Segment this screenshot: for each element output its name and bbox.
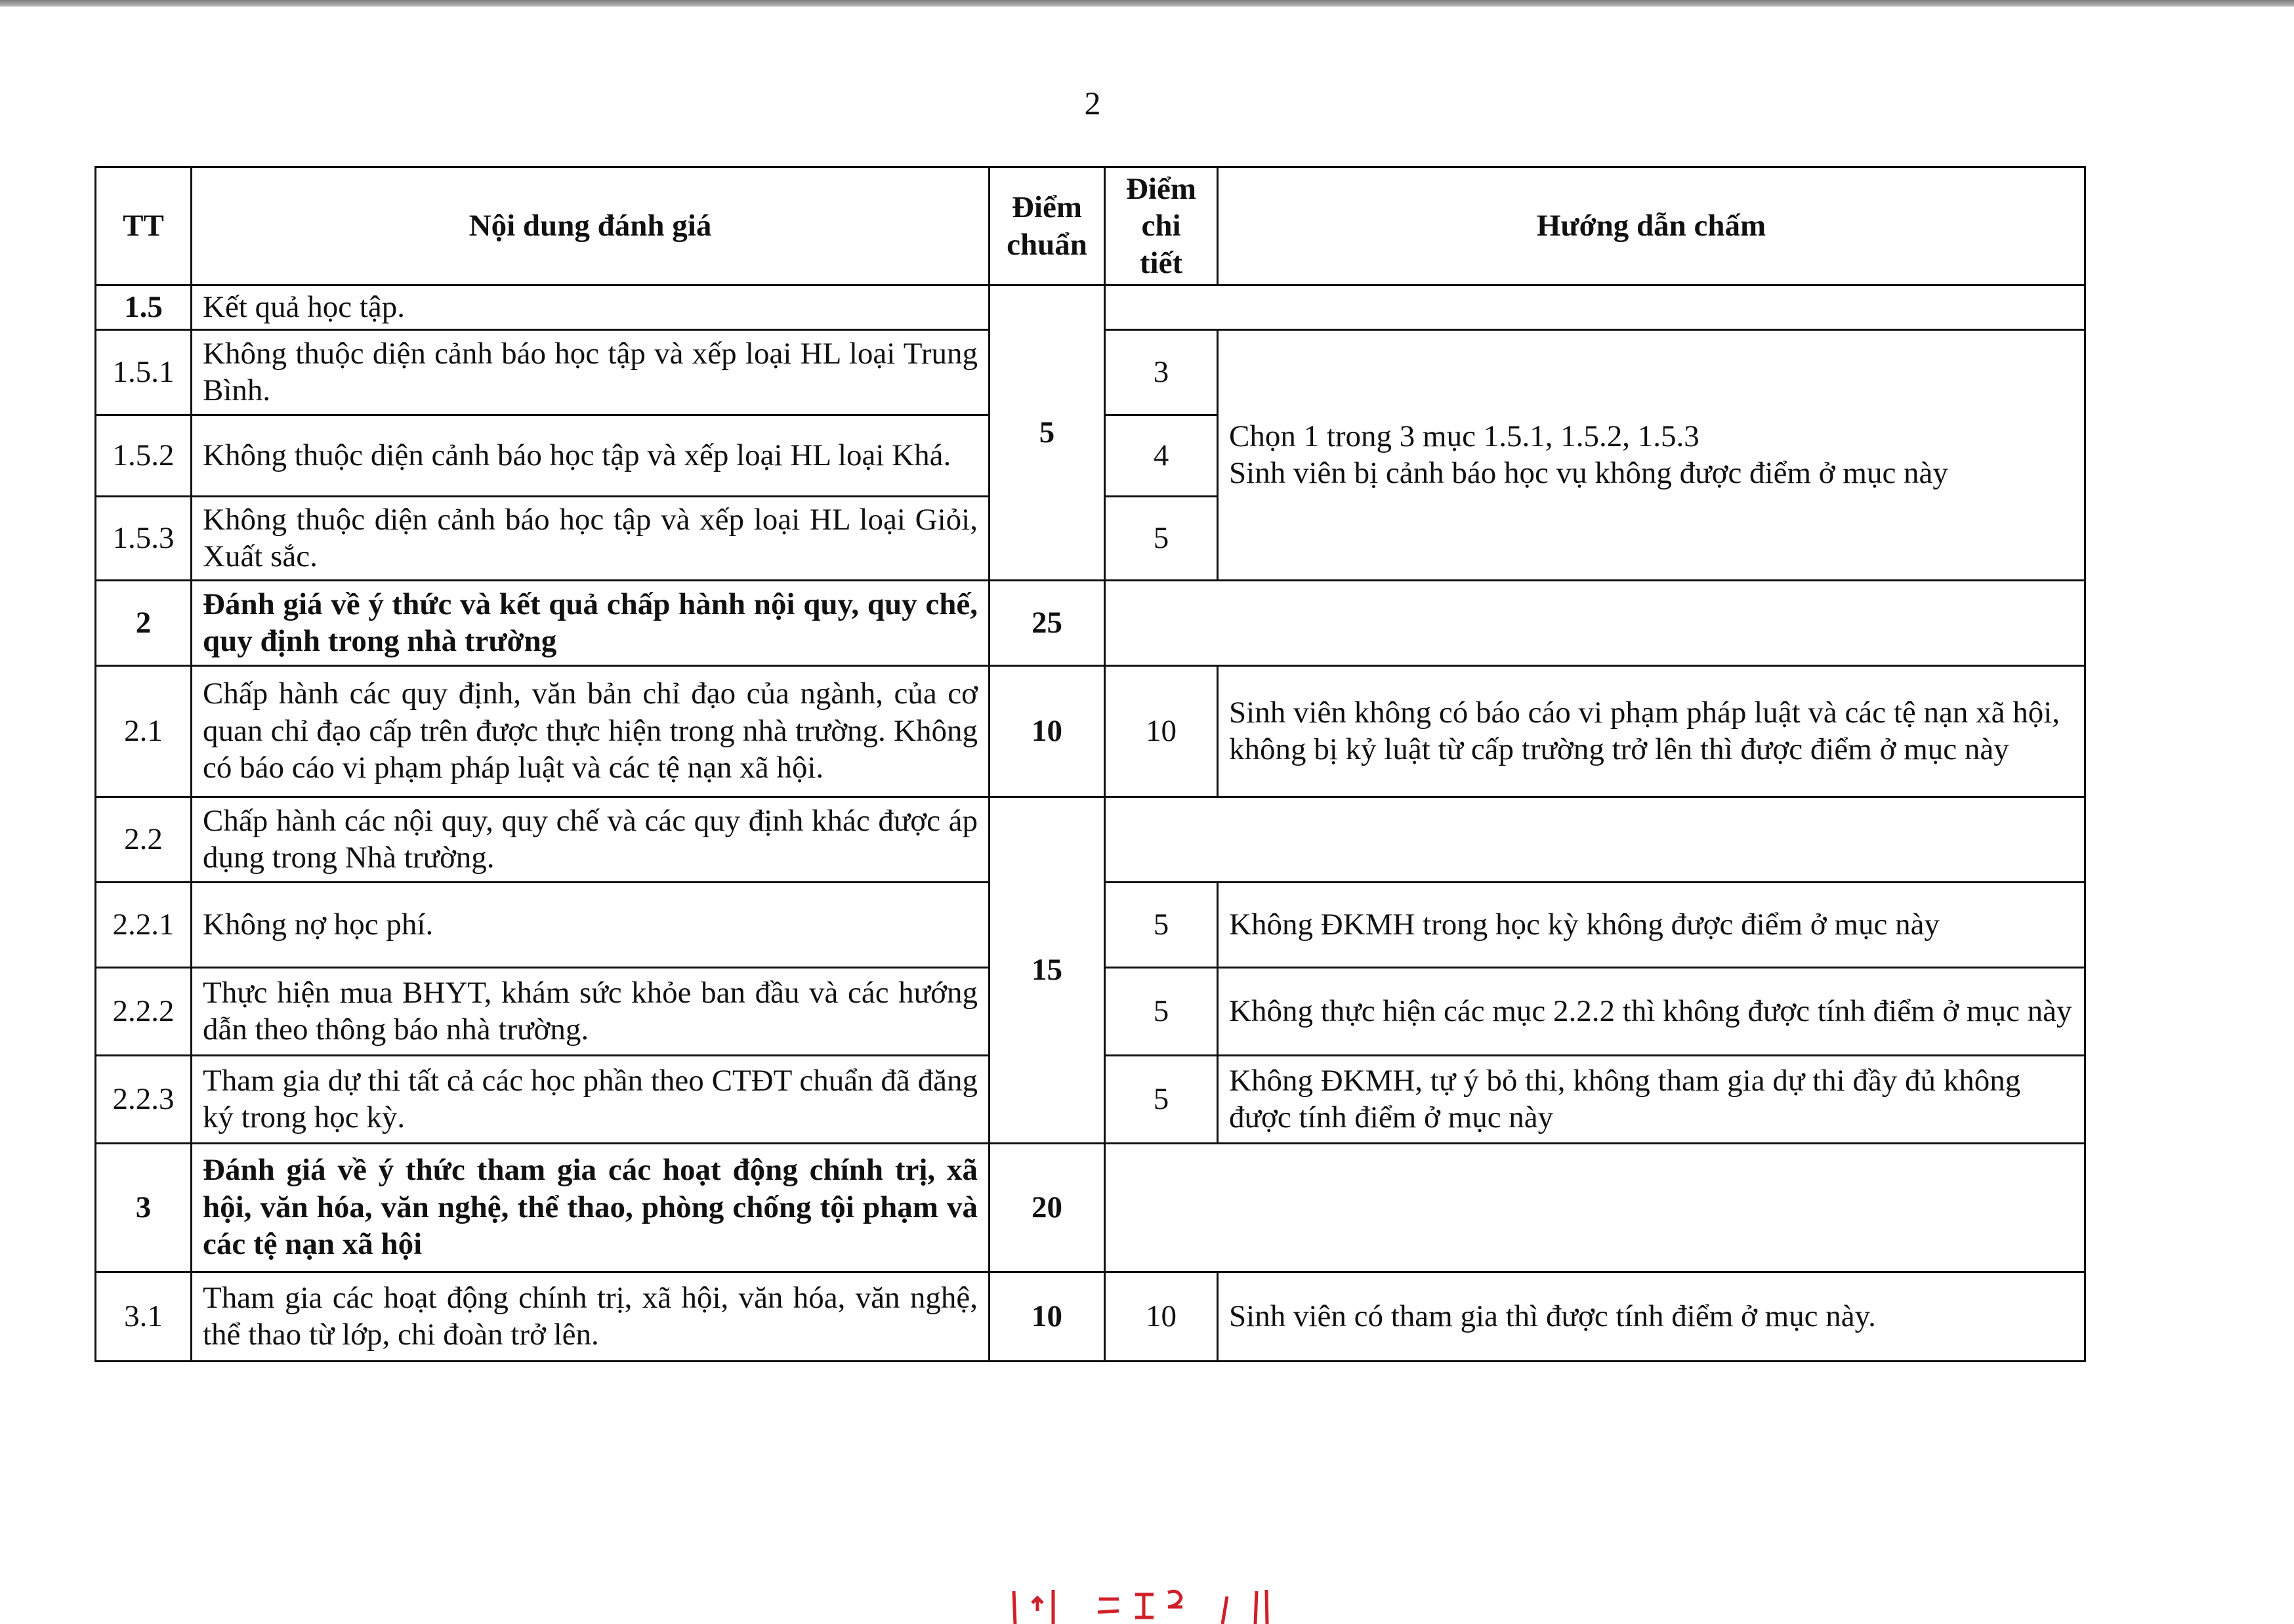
row-detail-score: 5 — [1105, 967, 1218, 1055]
row-tt: 3.1 — [96, 1272, 192, 1361]
row-guide: Sinh viên có tham gia thì được tính điểm ở mục này. — [1218, 1272, 2085, 1361]
table-row — [96, 797, 2085, 882]
row-tt: 1.5.3 — [96, 496, 192, 580]
table-row — [96, 665, 2085, 797]
row-tt: 1.5 — [96, 285, 192, 329]
row-detail-score: 5 — [1105, 1055, 1218, 1143]
row-empty-cell — [1105, 285, 2085, 329]
row-tt: 3 — [96, 1143, 192, 1272]
table-row — [96, 285, 2085, 329]
row-tt: 2.2.3 — [96, 1055, 192, 1143]
table-header-row — [96, 167, 2085, 285]
row-standard-score: 5 — [990, 285, 1105, 580]
row-standard-score: 20 — [990, 1143, 1105, 1272]
header-content: Nội dung đánh giá — [192, 167, 990, 285]
row-guide: Chọn 1 trong 3 mục 1.5.1, 1.5.2, 1.5.3 Sinh viên bị cảnh báo học vụ không được điểm ở mục này — [1218, 329, 2085, 580]
grading-table — [94, 166, 2086, 1362]
row-content: Không thuộc diện cảnh báo học tập và xếp loại HL loại Khá. — [192, 415, 990, 496]
row-content: Đánh giá về ý thức và kết quả chấp hành nội quy, quy chế, quy định trong nhà trường — [192, 580, 990, 665]
row-guide: Không thực hiện các mục 2.2.2 thì không được tính điểm ở mục này — [1218, 967, 2085, 1055]
row-detail-score: 3 — [1105, 329, 1218, 415]
row-guide: Không ĐKMH trong học kỳ không được điểm ở mục này — [1218, 882, 2085, 967]
row-standard-score: 10 — [990, 1272, 1105, 1361]
row-guide: Sinh viên không có báo cáo vi phạm pháp luật và các tệ nạn xã hội, không bị kỷ luật từ cấp trường trở lên thì được điểm ở mục này — [1218, 665, 2085, 797]
table-row — [96, 1143, 2085, 1272]
row-content: Chấp hành các nội quy, quy chế và các quy định khác được áp dụng trong Nhà trường. — [192, 797, 990, 882]
row-content: Không thuộc diện cảnh báo học tập và xếp loại HL loại Giỏi, Xuất sắc. — [192, 496, 990, 580]
row-tt: 2.1 — [96, 665, 192, 797]
table-row — [96, 1272, 2085, 1361]
red-stamp-mark — [1007, 1585, 1316, 1624]
row-tt: 2.2.1 — [96, 882, 192, 967]
row-detail-score: 4 — [1105, 415, 1218, 496]
row-empty-cell — [1105, 797, 2085, 882]
header-detail-score: Điểm chi tiết — [1105, 167, 1218, 285]
row-detail-score: 10 — [1105, 665, 1218, 797]
row-detail-score: 5 — [1105, 496, 1218, 580]
row-tt: 2 — [96, 580, 192, 665]
row-empty-cell — [1105, 1143, 2085, 1272]
header-tt: TT — [96, 167, 192, 285]
scan-top-edge — [0, 0, 2294, 7]
row-standard-score: 15 — [990, 797, 1105, 1143]
row-content: Kết quả học tập. — [192, 285, 990, 329]
row-detail-score: 5 — [1105, 882, 1218, 967]
row-content: Đánh giá về ý thức tham gia các hoạt động chính trị, xã hội, văn hóa, văn nghệ, thể thao, phòng chống tội phạm và các tệ nạn xã hội — [192, 1143, 990, 1272]
row-tt: 1.5.2 — [96, 415, 192, 496]
table-row — [96, 580, 2085, 665]
header-standard-score: Điểm chuẩn — [990, 167, 1105, 285]
row-empty-cell — [1105, 580, 2085, 665]
row-standard-score: 25 — [990, 580, 1105, 665]
row-tt: 2.2.2 — [96, 967, 192, 1055]
row-tt: 1.5.1 — [96, 329, 192, 415]
row-standard-score: 10 — [990, 665, 1105, 797]
row-content: Tham gia các hoạt động chính trị, xã hội, văn hóa, văn nghệ, thể thao từ lớp, chi đoàn trở lên. — [192, 1272, 990, 1361]
row-content: Thực hiện mua BHYT, khám sức khỏe ban đầu và các hướng dẫn theo thông báo nhà trường. — [192, 967, 990, 1055]
row-content: Tham gia dự thi tất cả các học phần theo CTĐT chuẩn đã đăng ký trong học kỳ. — [192, 1055, 990, 1143]
header-grading-guide: Hướng dẫn chấm — [1218, 167, 2085, 285]
row-content: Chấp hành các quy định, văn bản chỉ đạo của ngành, của cơ quan chỉ đạo cấp trên được thực hiện trong nhà trường. Không có báo cáo vi phạm pháp luật và các tệ nạn xã hội. — [192, 665, 990, 797]
row-content: Không nợ học phí. — [192, 882, 990, 967]
row-content: Không thuộc diện cảnh báo học tập và xếp loại HL loại Trung Bình. — [192, 329, 990, 415]
row-tt: 2.2 — [96, 797, 192, 882]
row-guide: Không ĐKMH, tự ý bỏ thi, không tham gia dự thi đầy đủ không được tính điểm ở mục này — [1218, 1055, 2085, 1143]
page-number: 2 — [1084, 85, 1101, 121]
row-detail-score: 10 — [1105, 1272, 1218, 1361]
